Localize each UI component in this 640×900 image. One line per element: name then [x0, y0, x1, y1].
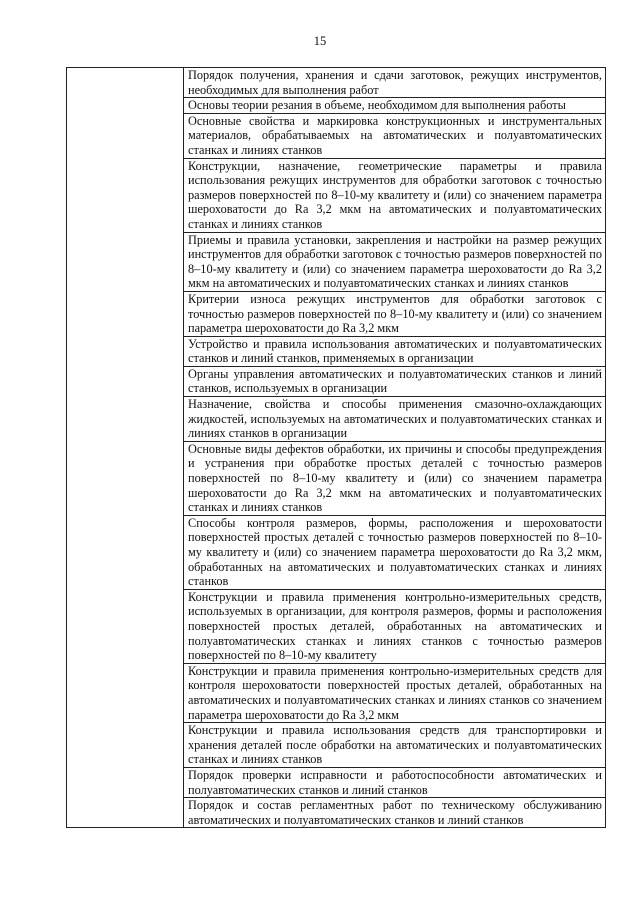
table-cell: Устройство и правила использования автоматических и полуавтоматических станков и линий станков, применяемых в организации	[184, 336, 606, 366]
table-cell: Порядок получения, хранения и сдачи заготовок, режущих инструментов, необходимых для выполнения работ	[184, 68, 606, 98]
table-row	[67, 68, 606, 98]
table-cell: Основы теории резания в объеме, необходимом для выполнения работы	[184, 98, 606, 114]
table-cell: Критерии износа режущих инструментов для обработки заготовок с точностью размеров поверхностей по 8–10-му квалитету и (или) со значением параметра шероховатости до Ra 3,2 мкм	[184, 291, 606, 336]
section-label-cell	[67, 68, 184, 828]
table-cell: Конструкции, назначение, геометрические параметры и правила использования режущих инструментов для обработки заготовок с точностью размеров поверхностей по 8–10-му квалитету и (или) со значением параметра шероховатости до Ra 3,2 мкм на автоматических и полуавтоматических станках и линиях станков	[184, 158, 606, 232]
table-cell: Основные свойства и маркировка конструкционных и инструментальных материалов, обрабатываемых на автоматических и полуавтоматических станках и линиях станков	[184, 113, 606, 158]
table-cell: Конструкции и правила применения контрольно-измерительных средств, используемых в организации, для контроля размеров, формы и расположения поверхностей простых деталей, обработанных на автоматических и полуавтоматических станках и линиях станков с точностью размеров поверхностей по 8–10-му квалитету	[184, 589, 606, 663]
table-cell: Назначение, свойства и способы применения смазочно-охлаждающих жидкостей, используемых на автоматических и полуавтоматических станках и линиях станков в организации	[184, 397, 606, 442]
page-number: 15	[313, 34, 327, 48]
table-cell: Порядок проверки исправности и работоспособности автоматических и полуавтоматических станков и линий станков	[184, 767, 606, 797]
table-cell: Конструкции и правила применения контрольно-измерительных средств для контроля шероховатости поверхностей простых деталей, обработанных на автоматических и полуавтоматических станках и линиях станков со значением параметра шероховатости до Ra 3,2 мкм	[184, 663, 606, 722]
table-cell: Основные виды дефектов обработки, их причины и способы предупреждения и устранения при обработке простых деталей с точностью размеров поверхностей по 8–10-му квалитету и (или) со значением параметра шероховатости до Ra 3,2 мкм на автоматических и полуавтоматических станках и линиях станков	[184, 441, 606, 515]
knowledge-requirements-table	[66, 67, 606, 828]
table-cell: Органы управления автоматических и полуавтоматических станков и линий станков, используемых в организации	[184, 366, 606, 396]
table-cell: Способы контроля размеров, формы, расположения и шероховатости поверхностей простых деталей с точностью размеров поверхностей по 8–10-му квалитету и (или) со значением параметра шероховатости до Ra 3,2 мкм, обработанных на автоматических и полуавтоматических станках и линиях станков	[184, 515, 606, 589]
table-cell: Порядок и состав регламентных работ по техническому обслуживанию автоматических и полуавтоматических станков и линий станков	[184, 798, 606, 828]
table-cell: Конструкции и правила использования средств для транспортировки и хранения деталей после обработки на автоматических и полуавтоматических станках и линиях станков	[184, 723, 606, 768]
table-cell: Приемы и правила установки, закрепления и настройки на размер режущих инструментов для обработки заготовок с точностью размеров поверхностей по 8–10-му квалитету и (или) со значением параметра шероховатости до Ra 3,2 мкм на автоматических и полуавтоматических станках и линиях станков	[184, 232, 606, 291]
